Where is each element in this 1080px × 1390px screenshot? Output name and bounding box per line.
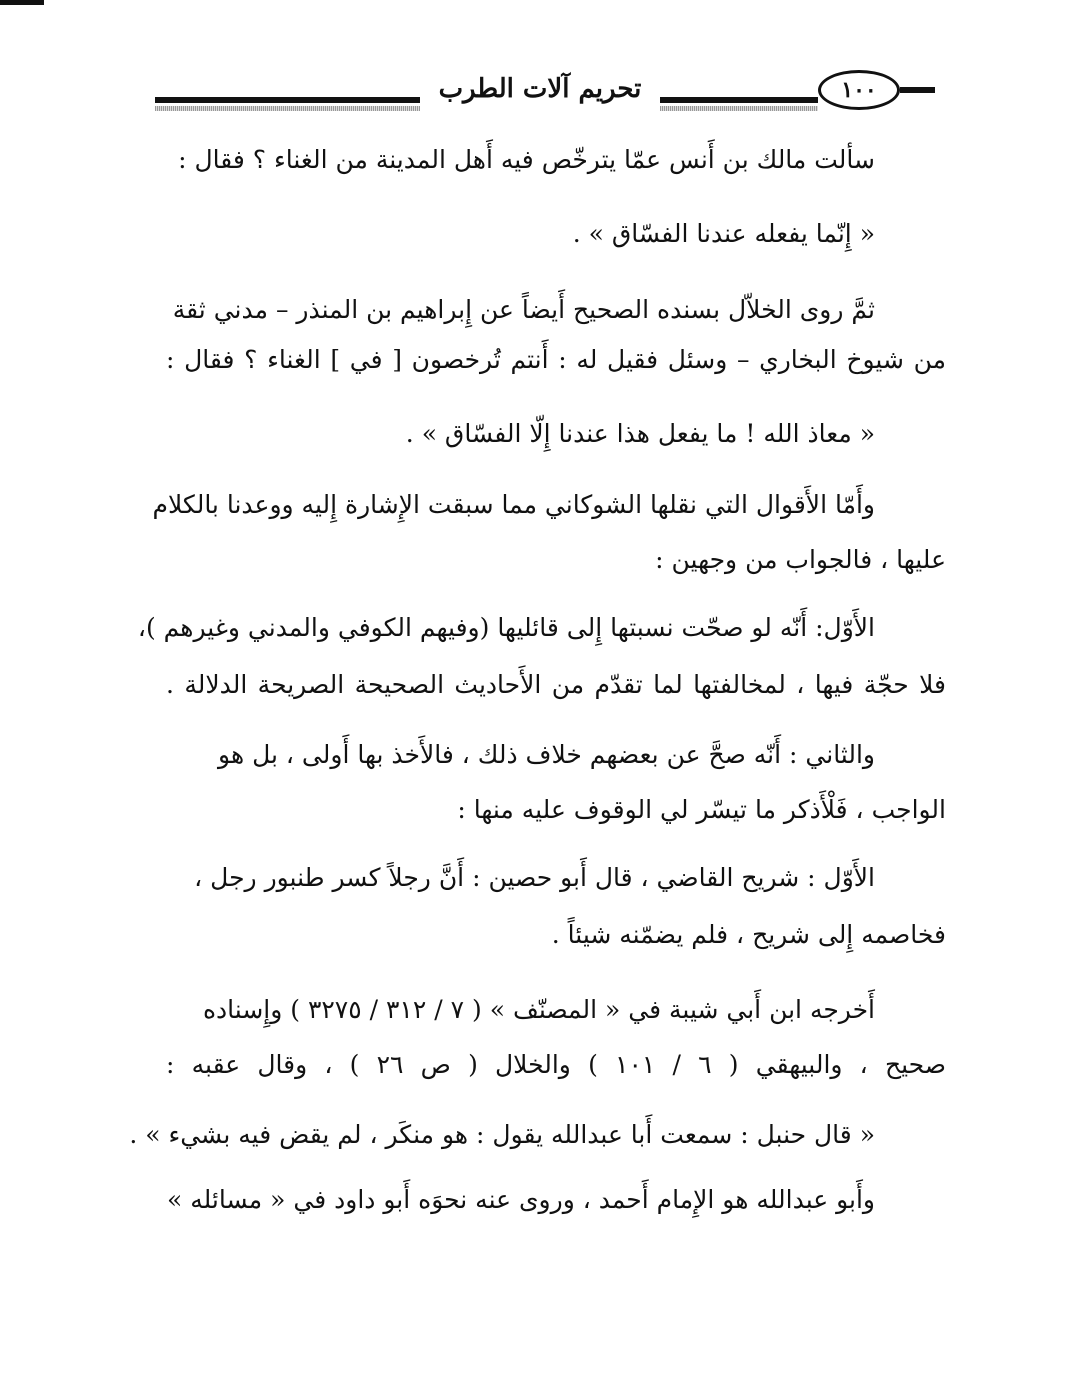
- text-line-4: من شيوخ البخاري – وسئل فقيل له : أَنتم تُرخصون [ في ] الغناء ؟ فقال :: [166, 345, 946, 374]
- page-number-badge: ١٠٠: [818, 70, 900, 110]
- text-line-6: وأَمّا الأَقوال التي نقلها الشوكاني مما سبقت الإِشارة إِليه ووعدنا بالكلام: [152, 490, 875, 519]
- text-line-16: « قال حنبل : سمعت أَبا عبدالله يقول : هو منكَر ، لم يقض فيه بشيء » .: [129, 1120, 875, 1149]
- text-line-13: فخاصمه إِلى شريح ، فلم يضمّنه شيئاً .: [551, 920, 946, 949]
- running-title: تحريم آلات الطرب: [438, 74, 642, 104]
- text-line-1: سألت مالك بن أَنس عمّا يترخّص فيه أَهل المدينة من الغناء ؟ فقال :: [178, 145, 875, 174]
- text-line-8: الأَوّل: أَنّه لو صحّت نسبتها إِلى قائليها (وفيهم الكوفي والمدني وغيرهم )،: [137, 613, 875, 642]
- header-rule-middle: [660, 97, 818, 103]
- text-line-14: أَخرجه ابن أَبي شيبة في « المصنّف » ( ٧ / ٣١٢ / ٣٢٧٥ ) وإِسناده: [202, 995, 875, 1024]
- text-line-7: عليها ، فالجواب من وجهين :: [655, 545, 946, 574]
- text-line-12: الأَوّل : شريح القاضي ، قال أَبو حصين : أَنَّ رجلاً كسر طنبور رجل ،: [194, 863, 875, 892]
- header-rule-left-shade: [155, 106, 420, 111]
- text-line-2: « إِنّما يفعله عندنا الفسّاق » .: [572, 219, 875, 248]
- text-line-15: صحيح ، والبيهقي ( ٦ / ١٠١ ) والخلال ( ص ٢٦ ) ، وقال عقبه :: [166, 1050, 946, 1079]
- corner-scan-mark: [0, 0, 44, 5]
- page-header: [155, 68, 935, 128]
- header-rule-right: [900, 87, 935, 93]
- text-line-10: والثاني : أَنّه صحَّ عن بعضهم خلاف ذلك ، فالأَخذ بها أَولى ، بل هو: [218, 740, 875, 769]
- text-line-17: وأَبو عبدالله هو الإِمام أَحمد ، وروى عنه نحوَه أَبو داود في « مسائله »: [167, 1185, 875, 1214]
- text-line-3: ثمَّ روى الخلاّل بسنده الصحيح أَيضاً عن إِبراهيم بن المنذر – مدني ثقة: [172, 295, 875, 324]
- header-rule-middle-shade: [660, 106, 818, 111]
- text-line-9: فلا حجّة فيها ، لمخالفتها لما تقدّم من الأَحاديث الصحيحة الصريحة الدلالة .: [166, 670, 946, 699]
- header-rule-left: [155, 97, 420, 103]
- text-line-5: « معاذ الله ! ما يفعل هذا عندنا إِلّا الفسّاق » .: [405, 419, 875, 448]
- text-line-11: الواجب ، فَلْأَذكر ما تيسّر لي الوقوف عليه منها :: [457, 795, 946, 824]
